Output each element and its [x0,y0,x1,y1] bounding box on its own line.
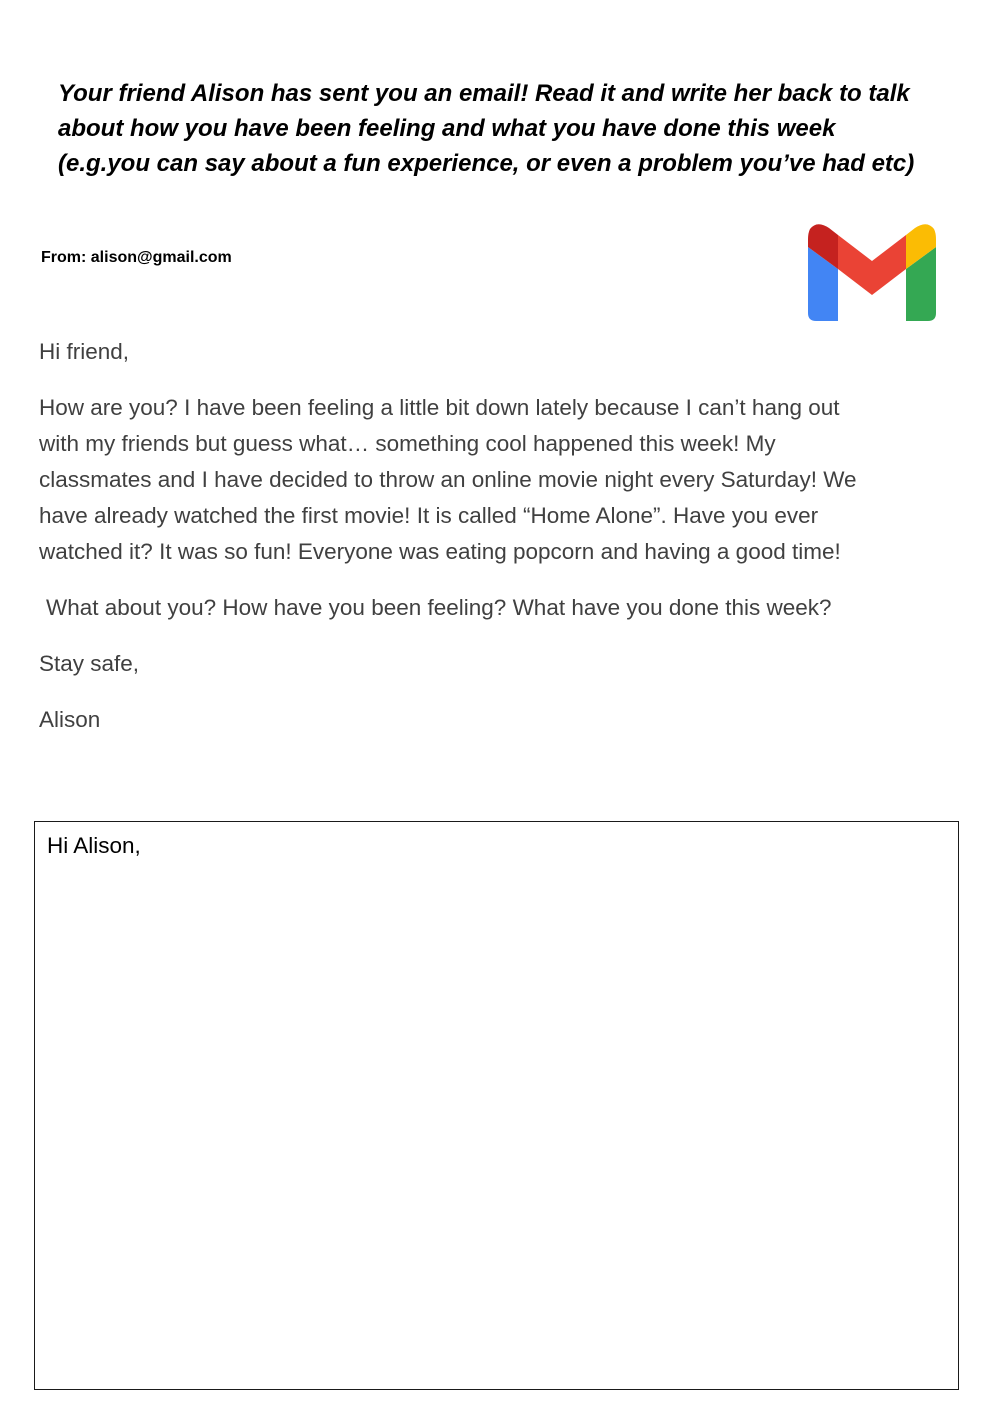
instructions [58,76,958,181]
gmail-m-icon [805,221,939,323]
email-message-line: with my friends but guess what… something cool happened this week! My [39,431,776,456]
email-message-line: How are you? I have been feeling a little bit down lately because I can’t hang out [39,395,840,420]
reply-textbox[interactable] [34,821,959,1390]
email-greeting: Hi friend, [39,339,130,364]
email-message-line: watched it? It was so fun! Everyone was eating popcorn and having a good time! [39,539,841,564]
email-closing: Stay safe, [39,651,140,676]
instructions-line: about how you have been feeling and what you have done this week [58,115,836,142]
instructions-line: Your friend Alison has sent you an email! Read it and write her back to talk [58,80,910,107]
email-question: What about you? How have you been feeling? What have you done this week? [46,595,832,620]
email-message [39,390,857,570]
email-signature: Alison [39,707,101,732]
reply-text[interactable]: Hi Alison, [47,833,141,858]
instructions-line: (e.g.you can say about a fun experience, or even a problem you’ve had etc) [58,150,915,177]
email-message-line: have already watched the first movie! It is called “Home Alone”. Have you ever [39,503,819,528]
email-message-line: classmates and I have decided to throw an online movie night every Saturday! We [39,467,857,492]
email-from: From: alison@gmail.com [41,249,232,266]
gmail-logo-red-part [838,235,906,295]
